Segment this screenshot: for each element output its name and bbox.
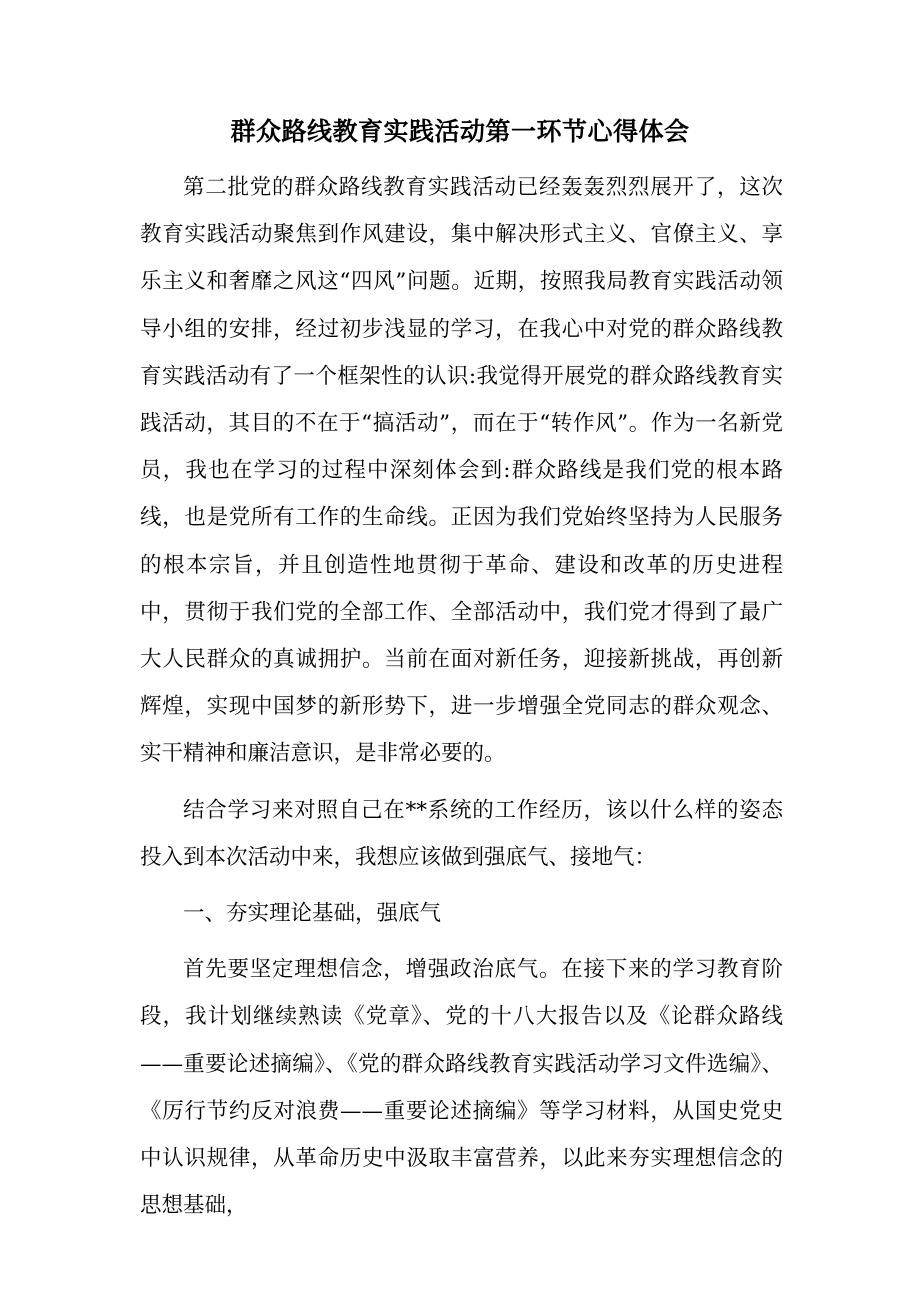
paragraph-reflection: 结合学习来对照自己在**系统的工作经历，该以什么样的姿态投入到本次活动中来，我想应该做到强底气、接地气： (140, 797, 783, 870)
paragraph-intro: 第二批党的群众路线教育实践活动已经轰轰烈烈展开了，这次教育实践活动聚焦到作风建设，集中解决形式主义、官僚主义、享乐主义和奢靡之风这“四风”问题。近期，按照我局教育实践活动领导小组的安排，经过初步浅显的学习，在我心中对党的群众路线教育实践活动有了一个框架性的认识:我觉得开展党的群众路线教育实践活动，其目的不在于“搞活动”，而在于“转作风”。作为一名新党员，我也在学习的过程中深刻体会到:群众路线是我们党的根本路线，也是党所有工作的生命线。正因为我们党始终坚持为人民服务的根本宗旨，并且创造性地贯彻于革命、建设和改革的历史进程中，贯彻于我们党的全部工作、全部活动中，我们党才得到了最广大人民群众的真诚拥护。当前在面对新任务，迎接新挑战，再创新辉煌，实现中国梦的新形势下，进一步增强全党同志的群众观念、实干精神和廉洁意识，是非常必要的。 (140, 175, 783, 767)
document-title: 群众路线教育实践活动第一环节心得体会 (230, 117, 690, 146)
section-heading-1: 一、夯实理论基础，强底气 (183, 901, 442, 927)
document-body (140, 164, 783, 1238)
paragraph-section-1: 首先要坚定理想信念，增强政治底气。在接下来的学习教育阶段，我计划继续熟读《党章》、党的十八大报告以及《论群众路线——重要论述摘编》、《党的群众路线教育实践活动学习文件选编》、《厉行节约反对浪费——重要论述摘编》等学习材料，从国史党史中认识规律，从革命历史中汲取丰富营养，以此来夯实理想信念的思想基础， (140, 957, 783, 1219)
